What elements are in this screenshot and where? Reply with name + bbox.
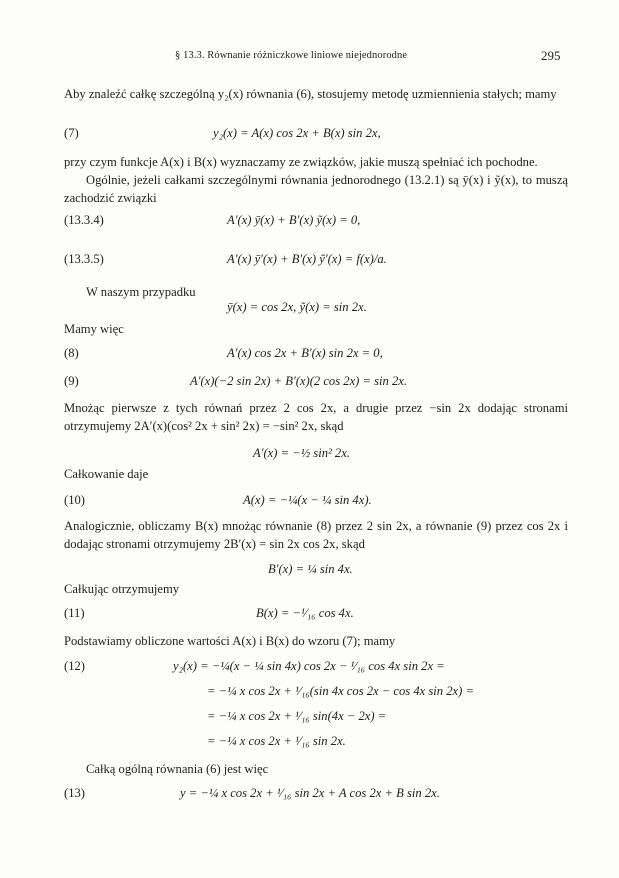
eq-number-7: (7) — [64, 126, 79, 140]
paragraph-1: Aby znaleźć całkę szczególną y₂(x) równania (6), stosujemy metodę uzmiennienia stałych; mamy — [64, 87, 557, 101]
equation-10: A(x) = −¼(x − ¼ sin 4x). — [243, 493, 372, 507]
paragraph-2: przy czym funkcje A(x) i B(x) wyznaczamy ze związków, jakie muszą spełniać ich pochodne. — [64, 155, 538, 169]
paragraph-6: Mnożąc pierwsze z tych równań przez 2 cos 2x, a drugie przez −sin 2x dodając stronami otrzymujemy 2A′(x)(cos² 2x + sin² 2x) = −sin² 2x, skąd — [64, 401, 568, 433]
paragraph-4: W naszym przypadku — [86, 285, 196, 299]
eq-number-8: (8) — [64, 346, 79, 360]
paragraph-9: Całkując otrzymujemy — [64, 582, 180, 596]
equation-b-prime: B′(x) = ¼ sin 4x. — [268, 562, 353, 576]
equation-13-3-4: A′(x) ȳ(x) + B′(x) ỹ(x) = 0, — [227, 213, 361, 227]
equation-12-line-4: = −¼ x cos 2x + ¹⁄₁₆ sin 2x. — [207, 734, 346, 748]
eq-number-13: (13) — [64, 786, 85, 800]
running-header: § 13.3. Równanie różniczkowe liniowe niejednorodne — [175, 50, 408, 61]
paragraph-11: Całką ogólną równania (6) jest więc — [86, 762, 269, 776]
equation-9: A′(x)(−2 sin 2x) + B′(x)(2 cos 2x) = sin 2x. — [190, 374, 408, 388]
equation-13-3-5: A′(x) ȳ′(x) + B′(x) ỹ′(x) = f(x)/a. — [227, 252, 387, 266]
eq-number-11: (11) — [64, 606, 85, 620]
paragraph-10: Podstawiamy obliczone wartości A(x) i B(x) do wzoru (7); mamy — [64, 634, 396, 648]
equation-a-prime: A′(x) = −½ sin² 2x. — [253, 446, 350, 460]
paragraph-7: Całkowanie daje — [64, 467, 149, 481]
equation-7: y₂(x) = A(x) cos 2x + B(x) sin 2x, — [213, 126, 381, 140]
equation-12-line-1: y₂(x) = −¼(x − ¼ sin 4x) cos 2x − ¹⁄₁₆ cos 4x sin 2x = — [173, 659, 445, 673]
equation-13: y = −¼ x cos 2x + ¹⁄₁₆ sin 2x + A cos 2x + B sin 2x. — [180, 786, 440, 800]
eq-number-9: (9) — [64, 374, 79, 388]
equation-12-line-3: = −¼ x cos 2x + ¹⁄₁₆ sin(4x − 2x) = — [207, 709, 387, 723]
paragraph-5: Mamy więc — [64, 322, 124, 336]
equation-12-line-2: = −¼ x cos 2x + ¹⁄₁₆(sin 4x cos 2x − cos 4x sin 2x) = — [207, 684, 474, 698]
paragraph-3: Ogólnie, jeżeli całkami szczególnymi równania jednorodnego (13.2.1) są ȳ(x) i ỹ(x), to muszą zachodzić związki — [64, 173, 568, 205]
page-number: 295 — [541, 48, 561, 63]
eq-number-10: (10) — [64, 493, 85, 507]
eq-number-13-3-4: (13.3.4) — [64, 213, 104, 227]
eq-number-12: (12) — [64, 659, 85, 673]
paragraph-8: Analogicznie, obliczamy B(x) mnożąc równanie (8) przez 2 sin 2x, a równanie (9) przez cos 2x i dodając stronami otrzymujemy 2B′(x) = sin 2x cos 2x, skąd — [64, 519, 568, 551]
case-equation: ȳ(x) = cos 2x, ỹ(x) = sin 2x. — [227, 300, 367, 314]
equation-8: A′(x) cos 2x + B′(x) sin 2x = 0, — [227, 346, 383, 360]
equation-11: B(x) = −¹⁄₁₆ cos 4x. — [256, 606, 354, 620]
eq-number-13-3-5: (13.3.5) — [64, 252, 104, 266]
